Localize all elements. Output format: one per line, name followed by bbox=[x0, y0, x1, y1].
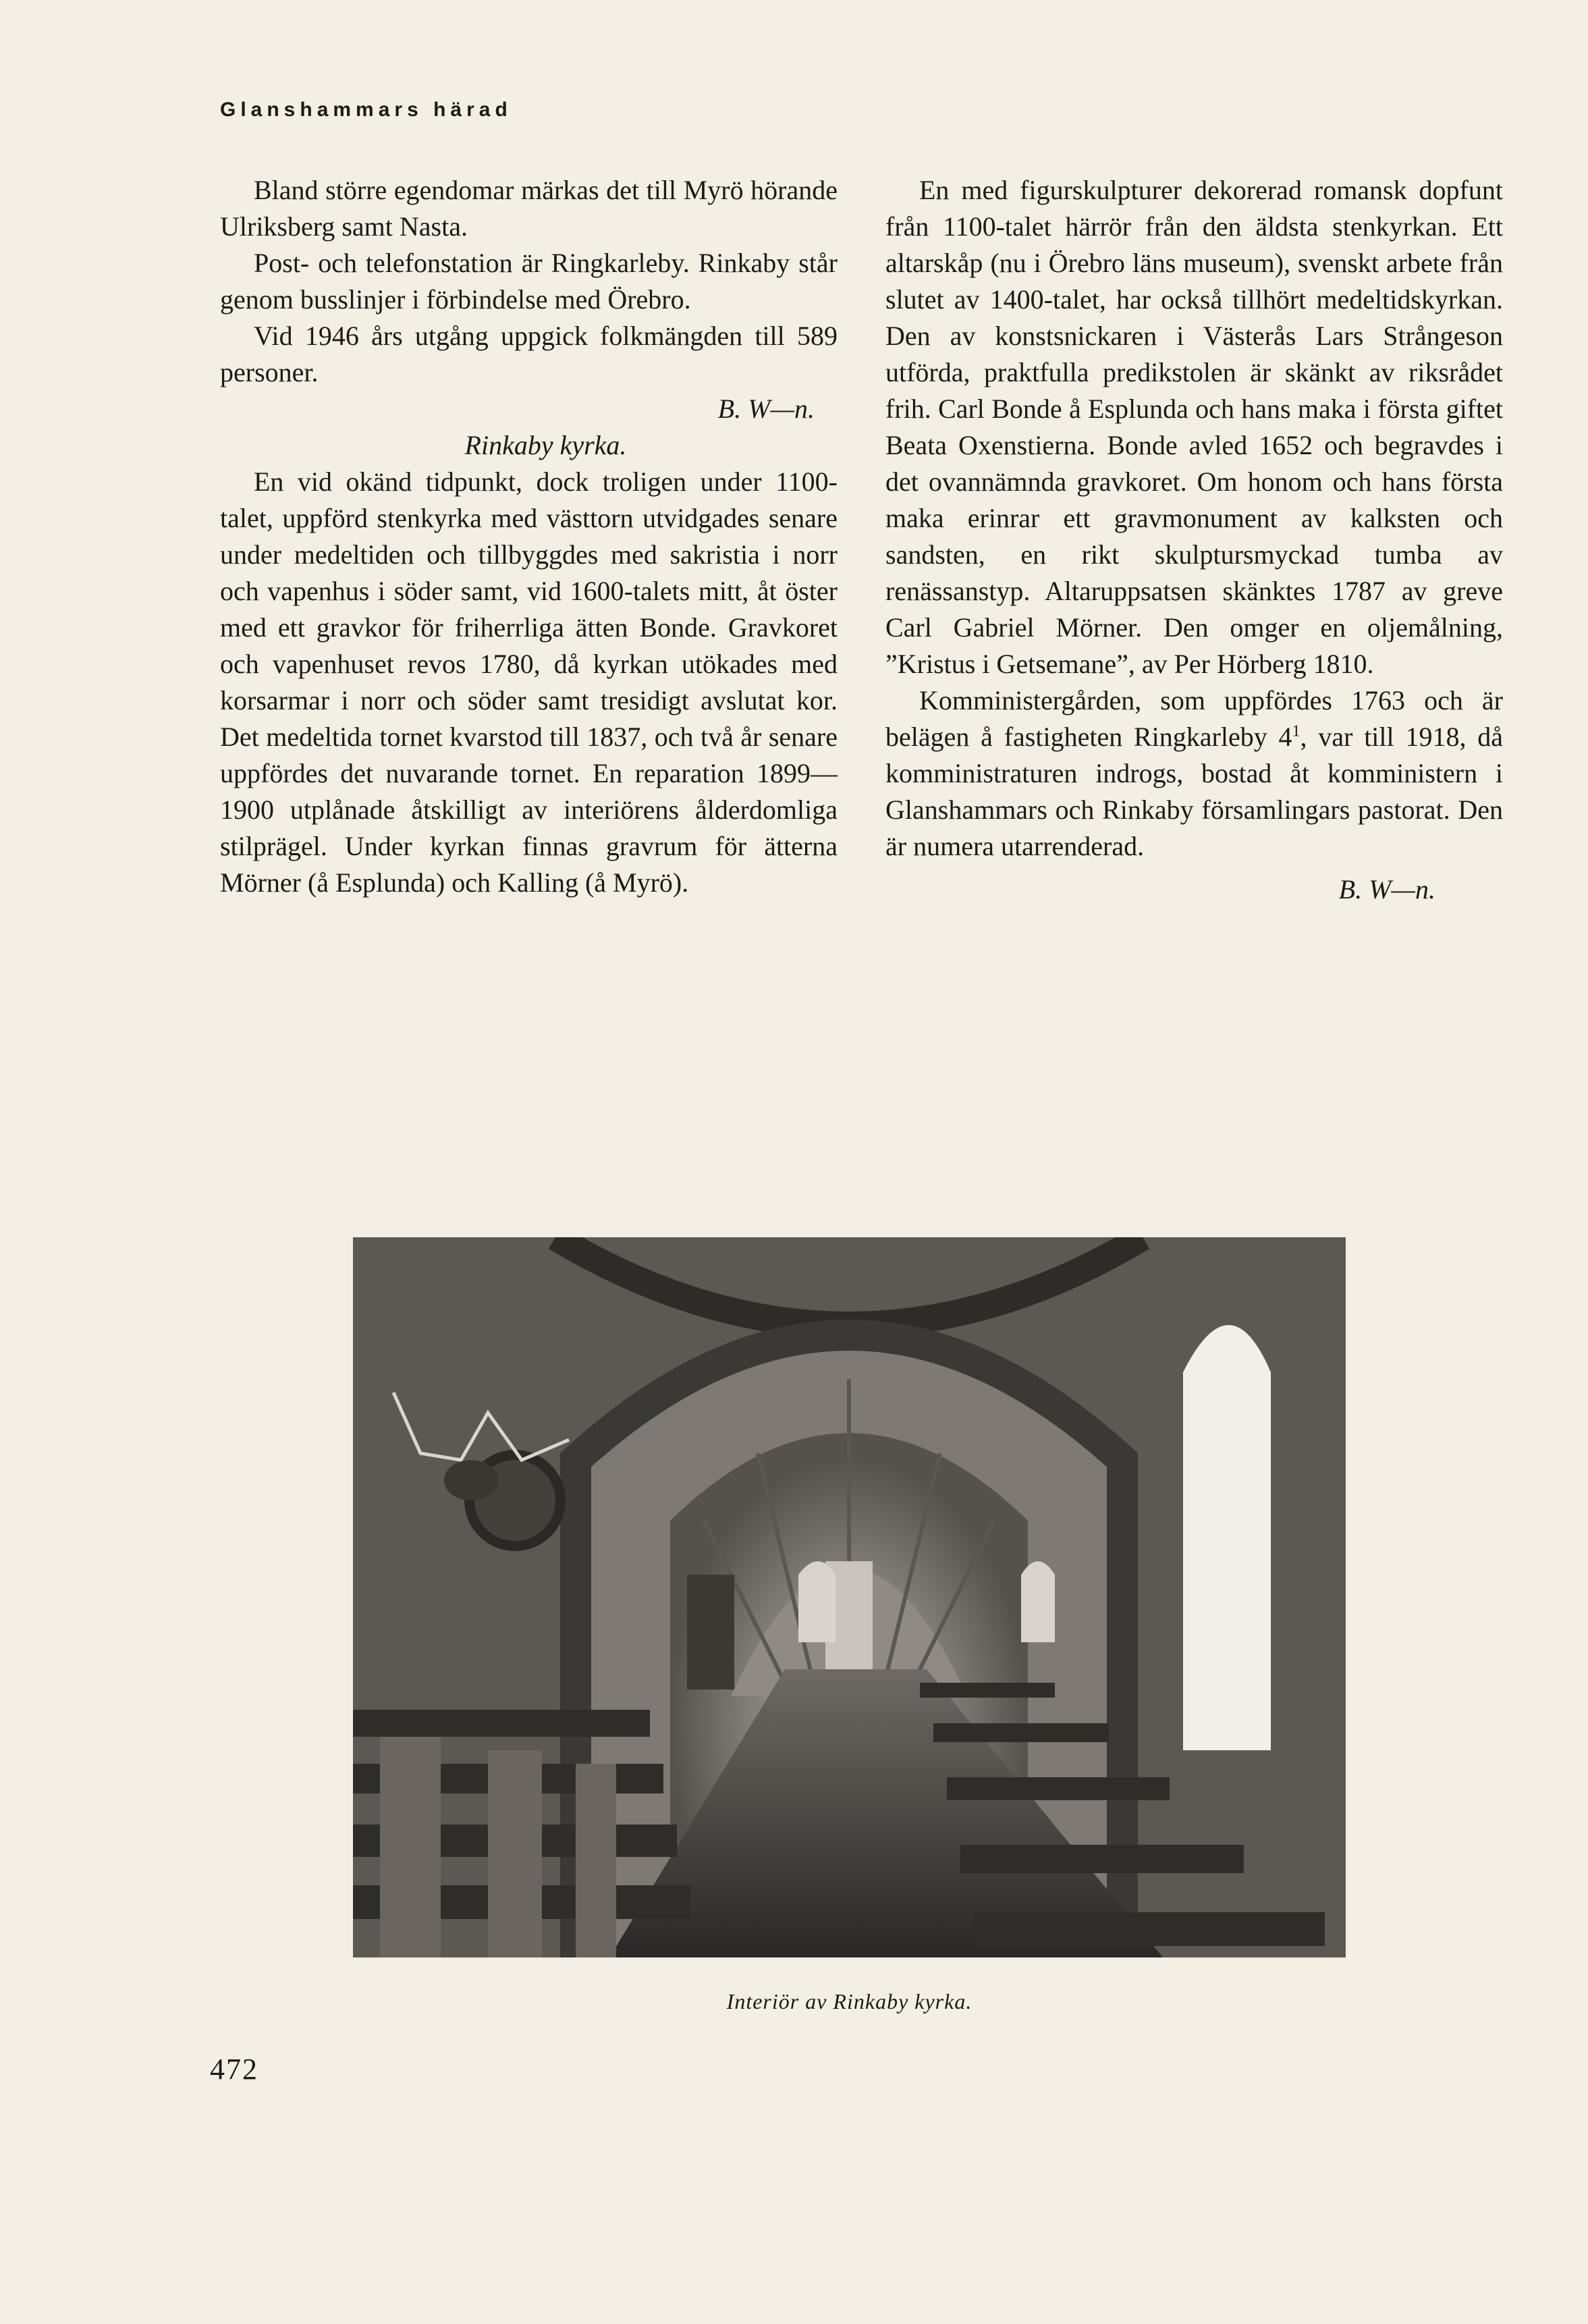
author-signature-right: B. W—n. bbox=[1338, 874, 1435, 904]
author-signature: B. W—n. bbox=[717, 394, 815, 424]
rectory-text-end: , var till 1918, då komministraturen indrogs, bostad åt komministern i Glanshammars och Rinkaby församlingars pastorat. Den är numera utarrenderad. bbox=[885, 722, 1503, 861]
church-interior-photo bbox=[353, 1237, 1346, 1957]
right-column bbox=[885, 172, 1503, 908]
page-number: 472 bbox=[210, 2053, 258, 2086]
paragraph-estates: Bland större egendomar märkas det till Myrö hörande Ulriksberg samt Nasta. bbox=[220, 175, 838, 242]
paragraph-population: Vid 1946 års utgång uppgick folkmängden till 589 personer. bbox=[220, 321, 838, 387]
paragraph-church-history: En vid okänd tidpunkt, dock troligen under 1100-talet, uppförd stenkyrka med västtorn utvidgades senare under medeltiden och tillbyggdes med sakristia i norr och vapenhus i söder samt, vid 1600-talets mitt, åt öster med ett gravkor för friherrliga ätten Bonde. Gravkoret och vapenhuset revos 1780, då kyrkan utökades med korsarmar i norr och söder samt tresidigt avslutat kor. Det medeltida tornet kvarstod till 1837, och två år senare uppfördes det nuvarande tornet. En reparation 1899—1900 utplånade åtskilligt av interiörens ålderdomliga stilprägel. Under kyrkan finnas gravrum för ätterna Mörner (å Esplunda) och Kalling (å Myrö). bbox=[220, 466, 838, 898]
rectory-text-start: Komministergården, som uppfördes 1763 och är belägen å fastigheten Ringkarleby 4 bbox=[885, 685, 1503, 752]
left-column bbox=[220, 172, 838, 901]
paragraph-post-office: Post- och telefonstation är Ringkarleby. Rinkaby står genom busslinjer i förbindelse med Örebro. bbox=[220, 248, 838, 315]
footnote-superscript: 1 bbox=[1292, 722, 1300, 740]
photo-caption: Interiör av Rinkaby kyrka. bbox=[726, 1989, 973, 2014]
running-header: Glanshammars härad bbox=[220, 99, 512, 121]
section-title: Rinkaby kyrka. bbox=[464, 430, 627, 460]
paragraph-rectory bbox=[885, 682, 1503, 865]
paragraph-church-furnishings: En med figurskulpturer dekorerad romansk dopfunt från 1100-talet härrör från den äldsta stenkyrkan. Ett altarskåp (nu i Örebro läns museum), svenskt arbete från slutet av 1400-talet, har också tillhört medeltidskyrkan. Den av konstsnickaren i Västerås Lars Strångeson utförda, praktfulla predikstolen är skänkt av riksrådet frih. Carl Bonde å Esplunda och hans maka i första giftet Beata Oxenstierna. Bonde avled 1652 och begravdes i det ovannämnda gravkoret. Om honom och hans första maka erinrar ett gravmonument av kalksten och sandsten, en rikt skulptursmyckad tumba av renässanstyp. Altaruppsatsen skänktes 1787 av greve Carl Gabriel Mörner. Den omger en oljemålning, ”Kristus i Getsemane”, av Per Hörberg 1810. bbox=[885, 175, 1503, 679]
